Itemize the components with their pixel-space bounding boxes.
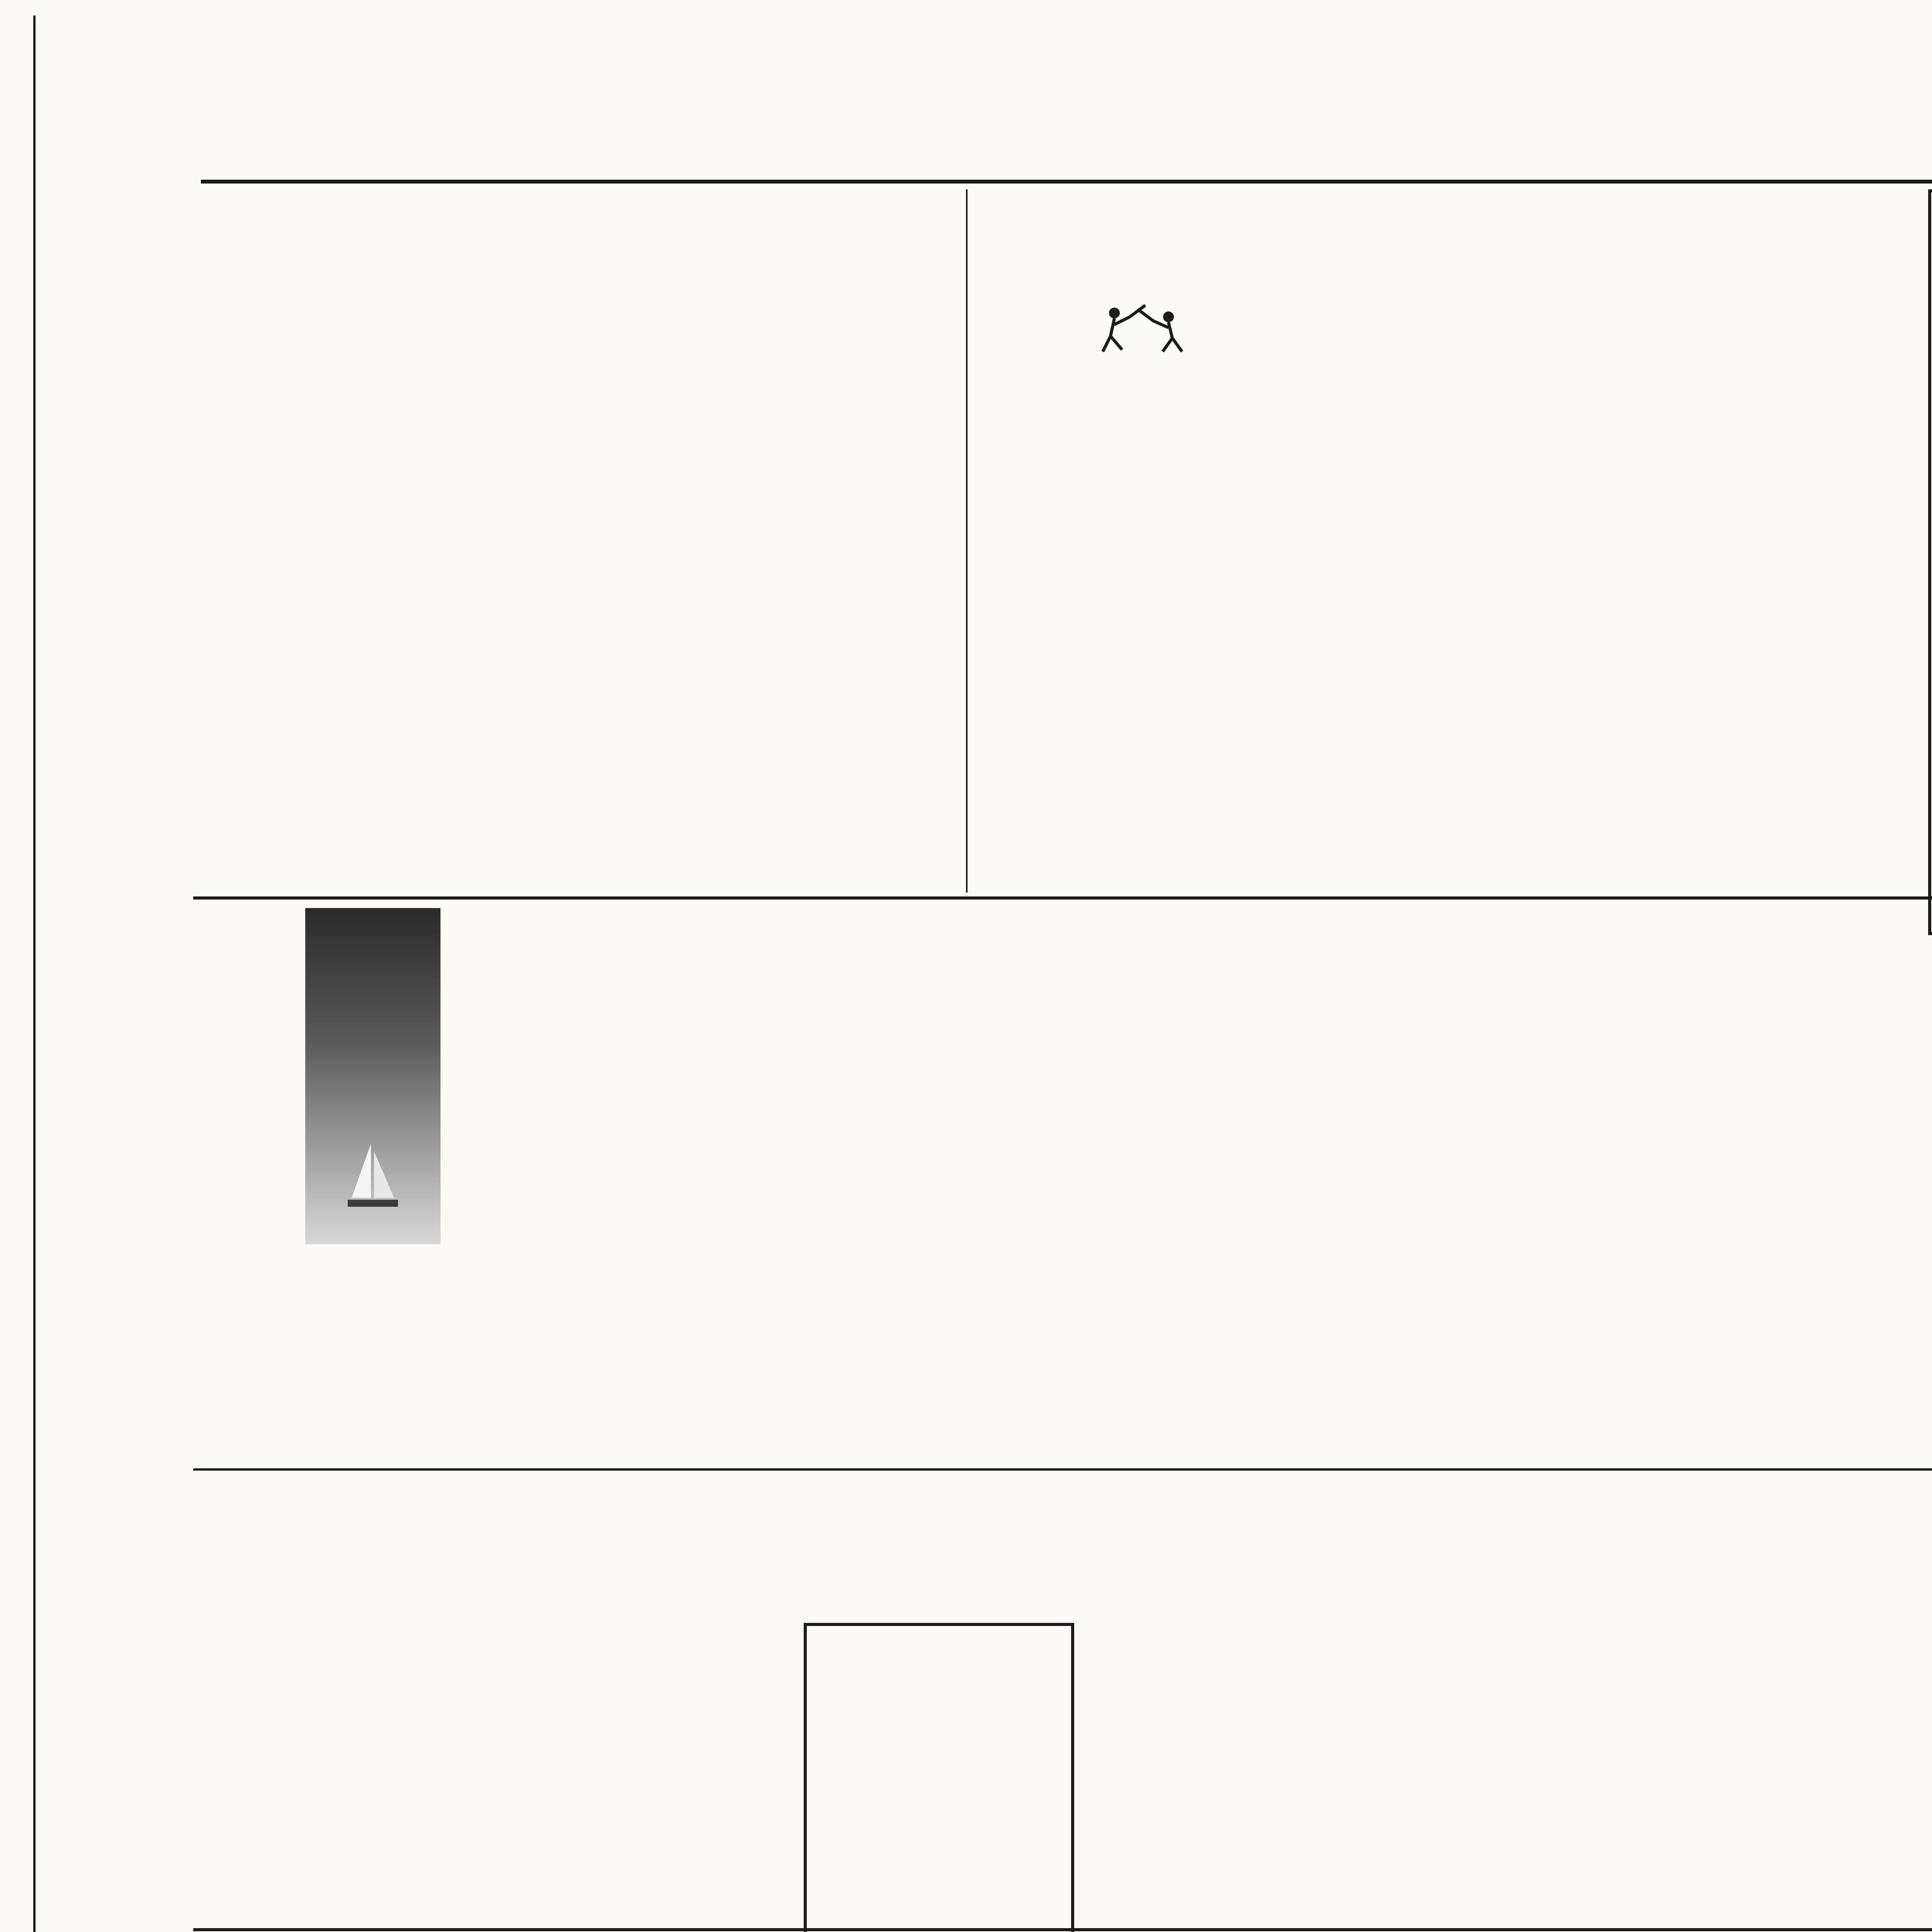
poem-fanghe-body <box>1484 1484 1561 1920</box>
masthead-box <box>1928 189 1932 935</box>
left-column-poem-lines <box>193 908 251 1546</box>
serial-chapter <box>1221 197 1271 893</box>
snake-note <box>1136 920 1186 1461</box>
autumn-verse <box>193 1480 371 1924</box>
yellow-flower-body <box>456 1480 838 1924</box>
mid-section-rule <box>193 1468 1932 1471</box>
swordfight-illustration <box>1095 298 1188 355</box>
sailboat-icon <box>344 1140 402 1217</box>
ad-owl-drug-box <box>804 1623 1074 1932</box>
farewell-body <box>1113 1484 1480 1920</box>
story-end-body <box>193 197 962 889</box>
landscape-picture <box>305 908 440 1244</box>
upper-section-rule <box>193 896 1932 900</box>
poem-gongbao-lines <box>1878 1480 1932 1920</box>
header-rule <box>201 180 1932 184</box>
poem-gongbao-sub <box>1642 1681 1797 1920</box>
intel-flower-body <box>448 935 626 1457</box>
article-changshou-body <box>1294 197 1851 889</box>
left-page-strip <box>0 0 35 1932</box>
page-header <box>201 131 1932 178</box>
snake-body <box>715 935 1063 1457</box>
left-strip-border <box>33 15 36 1932</box>
changshou-cont-body <box>1194 920 1920 1461</box>
serial-body <box>974 402 1213 889</box>
